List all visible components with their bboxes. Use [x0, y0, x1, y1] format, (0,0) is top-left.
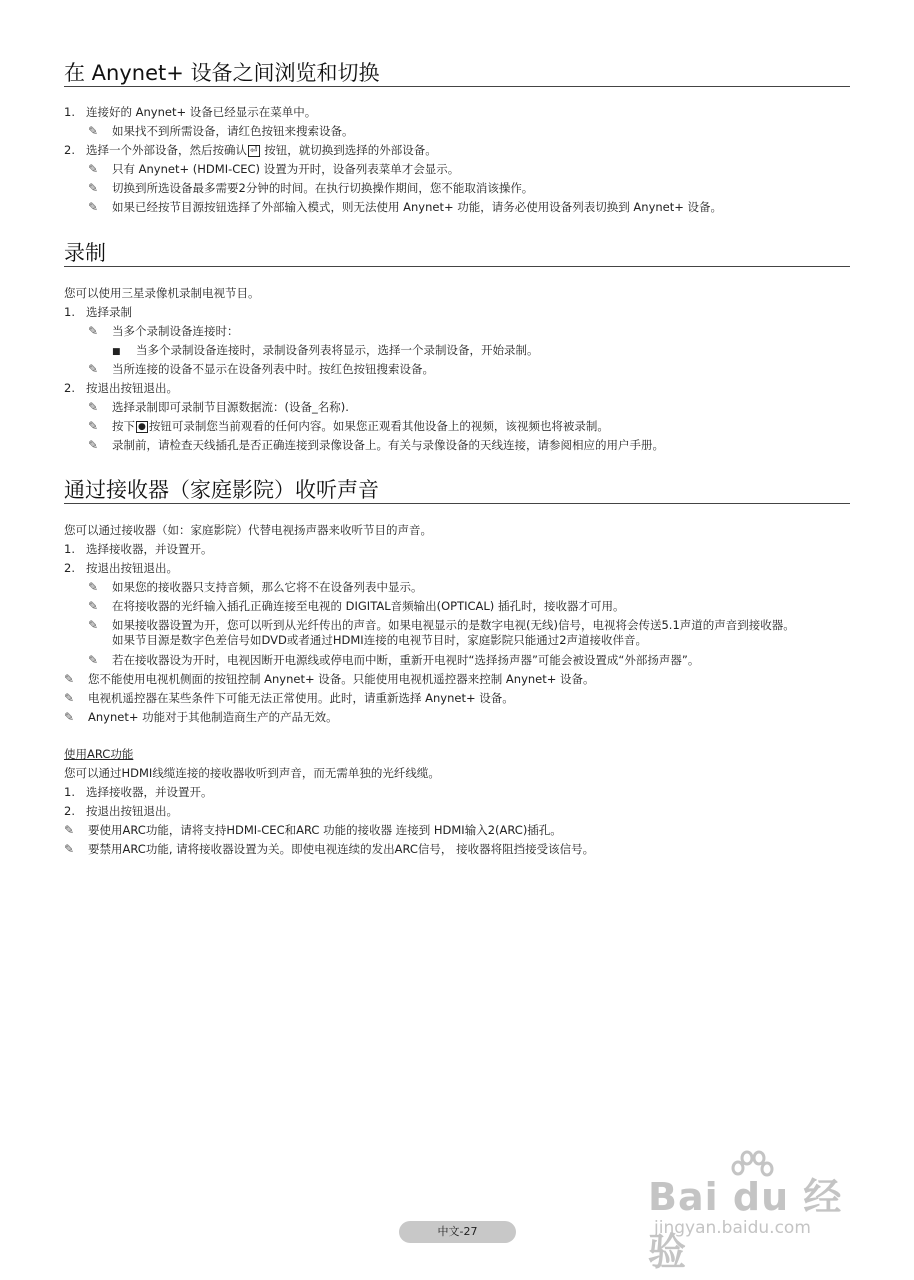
note-pencil-icon: ✎ [88, 618, 99, 632]
note-pencil-icon: ✎ [88, 419, 99, 433]
intro-text: 您可以使用三星录像机录制电视节目。 [64, 286, 260, 300]
list-text: 选择接收器，并设置开。 [86, 542, 213, 556]
section-title-record: 录制 [64, 240, 850, 267]
list-number: 1. [64, 105, 75, 119]
note-pencil-icon: ✎ [64, 842, 75, 856]
note-pencil-icon: ✎ [88, 324, 99, 338]
note-item [64, 690, 514, 706]
note-pencil-icon: ✎ [64, 672, 75, 686]
note-item [88, 437, 664, 453]
note-text: 切换到所选设备最多需要2分钟的时间。在执行切换操作期间，您不能取消该操作。 [112, 181, 534, 195]
note-item [88, 418, 609, 434]
section-title-browse-switch: 在 Anynet+ 设备之间浏览和切换 [64, 60, 850, 87]
note-pencil-icon: ✎ [88, 124, 99, 138]
watermark-logo: Bai du 经验 [648, 1175, 843, 1274]
note-text: 如果接收器设置为开，您可以听到从光纤传出的声音。如果电视显示的是数字电视(无线)信号，电视将会传送5.1声道的声音到接收器。 [112, 618, 795, 632]
note-pencil-icon: ✎ [88, 599, 99, 613]
note-text: 要禁用ARC功能, 请将接收器设置为关。即使电视连续的发出ARC信号， 接收器将阻挡接受该信号。 [88, 842, 595, 856]
note-pencil-icon: ✎ [88, 580, 99, 594]
note-text: 当多个录制设备连接时： [112, 324, 239, 338]
note-item [64, 671, 595, 687]
note-pencil-icon: ✎ [88, 162, 99, 176]
note-pencil-icon: ✎ [88, 200, 99, 214]
baidu-jingyan-watermark [648, 1166, 858, 1274]
intro-text: 您可以通过HDMI线缆连接的接收器收听到声音，而无需单独的光纤线缆。 [64, 766, 440, 780]
list-number: 1. [64, 542, 75, 556]
enter-button-icon: ⏎ [250, 146, 258, 156]
list-text: 按退出按钮退出。 [86, 804, 178, 818]
list-item [64, 784, 213, 800]
square-bullet-icon: ■ [112, 347, 121, 357]
note-text: 按下 [112, 419, 135, 433]
list-item [64, 142, 437, 158]
note-text: 电视机遥控器在某些条件下可能无法正常使用。此时，请重新选择 Anynet+ 设备。 [88, 691, 514, 705]
list-text: 按钮，就切换到选择的外部设备。 [260, 143, 437, 157]
note-pencil-icon: ✎ [88, 653, 99, 667]
note-text: 如果已经按节目源按钮选择了外部输入模式，则无法使用 Anynet+ 功能，请务必使用设备列表切换到 Anynet+ 设备。 [112, 200, 723, 214]
note-pencil-icon: ✎ [64, 691, 75, 705]
bullet-text: 当多个录制设备连接时，录制设备列表将显示，选择一个录制设备，开始录制。 [136, 343, 539, 357]
note-pencil-icon: ✎ [64, 710, 75, 724]
note-pencil-icon: ✎ [64, 823, 75, 837]
note-text: Anynet+ 功能对于其他制造商生产的产品无效。 [88, 710, 338, 724]
list-number: 1. [64, 305, 75, 319]
list-item [64, 803, 178, 819]
list-number: 2. [64, 804, 75, 818]
note-text: 只有 Anynet+ (HDMI-CEC) 设置为开时，设备列表菜单才会显示。 [112, 162, 460, 176]
note-item [88, 323, 239, 339]
watermark-url: jingyan.baidu.com [654, 1218, 811, 1238]
list-text: 按退出按钮退出。 [86, 381, 178, 395]
note-text: 录制前，请检查天线插孔是否正确连接到录像设备上。有关与录像设备的天线连接，请参阅相应的用户手册。 [112, 438, 664, 452]
note-text: 要使用ARC功能，请将支持HDMI-CEC和ARC 功能的接收器 连接到 HDMI输入2(ARC)插孔。 [88, 823, 562, 837]
intro-text: 您可以通过接收器（如：家庭影院）代替电视扬声器来收听节目的声音。 [64, 523, 432, 537]
note-text: 您不能使用电视机侧面的按钮控制 Anynet+ 设备。只能使用电视机遥控器来控制 Anynet+ 设备。 [88, 672, 595, 686]
section-title-receiver: 通过接收器（家庭影院）收听声音 [64, 477, 850, 504]
note-item [88, 399, 349, 415]
note-item [88, 199, 722, 215]
note-item [88, 652, 699, 668]
note-item [88, 161, 459, 177]
list-text: 选择录制 [86, 305, 132, 319]
list-number: 2. [64, 143, 75, 157]
note-item [64, 822, 562, 838]
list-item [64, 560, 178, 576]
note-text: 如果您的接收器只支持音频，那么它将不在设备列表中显示。 [112, 580, 423, 594]
note-text: 按钮可录制您当前观看的任何内容。如果您正观看其他设备上的视频，该视频也将被录制。 [148, 419, 609, 433]
note-pencil-icon: ✎ [88, 438, 99, 452]
note-pencil-icon: ✎ [88, 400, 99, 414]
list-item [64, 304, 132, 320]
note-item [88, 617, 795, 633]
page-number-badge: 中文-27 [399, 1221, 516, 1243]
note-text: 若在接收器设为开时，电视因断开电源线或停电而中断，重新开电视时“选择扬声器”可能会被设置成“外部扬声器”。 [112, 653, 700, 667]
note-text: 选择录制即可录制节目源数据流：(设备_名称). [112, 400, 349, 414]
note-continuation: 如果节目源是数字色差信号如DVD或者通过HDMI连接的电视节目时，家庭影院只能通过2声道接收伴音。 [112, 633, 648, 647]
note-text: 如果找不到所需设备，请红色按钮来搜索设备。 [112, 124, 354, 138]
note-text: 在将接收器的光纤输入插孔正确连接至电视的 DIGITAL音频输出(OPTICAL) 插孔时，接收器才可用。 [112, 599, 625, 613]
arc-subheading: 使用ARC功能 [64, 747, 134, 761]
note-item [88, 180, 533, 196]
note-text: 当所连接的设备不显示在设备列表中时。按红色按钮搜索设备。 [112, 362, 434, 376]
list-text: 选择接收器，并设置开。 [86, 785, 213, 799]
record-button-icon: ● [138, 422, 146, 432]
list-text: 按退出按钮退出。 [86, 561, 178, 575]
bullet-item [112, 342, 539, 360]
note-item [88, 579, 423, 595]
note-item [88, 598, 624, 614]
list-item [64, 380, 178, 396]
list-number: 2. [64, 561, 75, 575]
note-item [64, 841, 594, 857]
note-item [88, 123, 354, 139]
note-pencil-icon: ✎ [88, 362, 99, 376]
list-item [64, 104, 316, 120]
note-pencil-icon: ✎ [88, 181, 99, 195]
note-item [64, 709, 338, 725]
list-number: 1. [64, 785, 75, 799]
list-text: 连接好的 Anynet+ 设备已经显示在菜单中。 [86, 105, 317, 119]
list-item [64, 541, 213, 557]
note-item [88, 361, 434, 377]
list-text: 选择一个外部设备，然后按确认 [86, 143, 247, 157]
list-number: 2. [64, 381, 75, 395]
